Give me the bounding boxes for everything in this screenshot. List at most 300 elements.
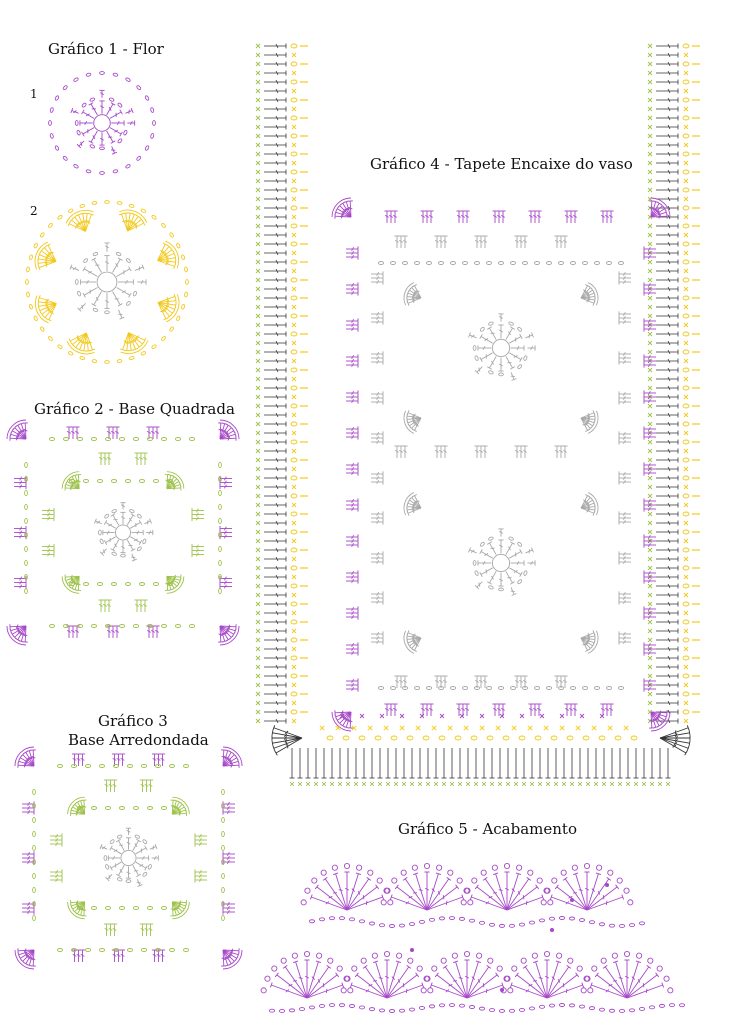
- double-crochet: [487, 571, 496, 584]
- chain-stitch: [176, 243, 181, 249]
- picot: [441, 958, 446, 963]
- chain-stitch: [86, 169, 91, 173]
- single-crochet: [292, 143, 296, 147]
- double-crochet: [42, 512, 54, 517]
- chain-stitch: [679, 1004, 684, 1007]
- double-crochet: [514, 446, 519, 458]
- double-crochet: [71, 108, 79, 113]
- chain-stitch: [683, 152, 689, 156]
- single-crochet: [256, 566, 260, 570]
- double-crochet: [619, 511, 631, 516]
- double-crochet: [371, 475, 383, 480]
- double-crochet: [498, 540, 503, 553]
- picot: [477, 953, 482, 958]
- double-crochet: [346, 574, 358, 579]
- chart-1-row-2-label: 2: [30, 204, 38, 218]
- chain-stitch: [117, 138, 122, 143]
- chain-stitch: [147, 438, 152, 441]
- double-crochet: [346, 290, 358, 295]
- double-crochet: [108, 780, 113, 792]
- double-crochet: [110, 427, 115, 439]
- double-crochet: [346, 650, 358, 655]
- double-crochet: [152, 950, 157, 962]
- double-crochet: [158, 243, 168, 260]
- chain-stitch: [153, 583, 158, 586]
- single-crochet: [256, 251, 260, 255]
- single-crochet: [648, 530, 652, 534]
- double-crochet: [346, 642, 358, 647]
- single-crochet: [648, 521, 652, 525]
- double-crochet: [50, 869, 62, 874]
- double-crochet: [475, 582, 482, 589]
- chain-stitch: [50, 133, 54, 138]
- double-crochet: [76, 950, 81, 962]
- chart-3-title-line1: Gráfico 3: [98, 712, 168, 730]
- double-crochet: [22, 809, 34, 814]
- double-crochet: [371, 391, 383, 396]
- picot: [624, 888, 629, 893]
- picot: [544, 951, 549, 956]
- double-crochet: [192, 512, 204, 517]
- single-crochet: [658, 782, 662, 786]
- chain-stitch: [150, 107, 154, 112]
- chain-stitch: [219, 588, 222, 593]
- chain-stitch: [76, 130, 80, 136]
- double-crochet: [644, 650, 656, 655]
- chain-stitch: [117, 877, 123, 881]
- double-crochet: [608, 704, 613, 716]
- chain-stitch: [92, 359, 97, 363]
- double-crochet: [346, 606, 358, 611]
- chain-stitch: [100, 172, 105, 175]
- chain-stitch: [219, 504, 222, 509]
- single-crochet: [560, 726, 564, 730]
- single-crochet: [256, 62, 260, 66]
- chain-stitch: [93, 252, 99, 256]
- chain-stitch: [343, 736, 349, 740]
- single-crochet: [256, 440, 260, 444]
- double-crochet: [619, 359, 631, 364]
- double-crochet: [104, 520, 115, 528]
- double-crochet: [138, 453, 143, 465]
- double-crochet: [387, 973, 419, 998]
- double-crochet: [346, 466, 358, 471]
- double-crochet: [558, 236, 563, 248]
- picot: [568, 958, 573, 963]
- chain-stitch: [291, 386, 297, 390]
- chart-2-square-base: [12, 425, 234, 640]
- chain-stitch: [123, 130, 127, 136]
- chain-stitch: [559, 917, 564, 920]
- chain-stitch: [639, 1007, 644, 1010]
- picot: [492, 865, 497, 870]
- chain-stitch: [569, 1004, 574, 1007]
- chain-stitch: [55, 145, 60, 151]
- double-crochet: [518, 446, 523, 458]
- double-crochet: [480, 353, 493, 362]
- chart-4-title: Gráfico 4 - Tapete Encaixe do vaso: [370, 155, 633, 173]
- chain-stitch: [105, 864, 109, 870]
- double-crochet: [554, 236, 559, 248]
- double-crochet: [355, 973, 387, 998]
- single-crochet: [648, 584, 652, 588]
- double-crochet: [346, 506, 358, 511]
- double-crochet: [604, 704, 609, 716]
- single-crochet: [592, 726, 596, 730]
- chain-stitch: [119, 625, 124, 628]
- single-crochet: [292, 377, 296, 381]
- double-crochet: [137, 879, 143, 886]
- single-crochet: [648, 665, 652, 669]
- chain-stitch: [219, 490, 222, 495]
- chain-stitch: [479, 921, 484, 924]
- chain-stitch: [629, 1009, 634, 1012]
- chain-stitch: [57, 765, 62, 768]
- single-crochet: [256, 521, 260, 525]
- chain-stitch: [319, 918, 324, 921]
- double-crochet: [50, 833, 62, 838]
- chain-stitch: [488, 321, 494, 325]
- double-crochet: [487, 327, 496, 340]
- single-crochet: [292, 287, 296, 291]
- chain-stitch: [389, 1009, 394, 1012]
- picot: [637, 953, 642, 958]
- single-crochet: [684, 467, 688, 471]
- chain-stitch: [91, 438, 96, 441]
- single-crochet: [648, 53, 652, 57]
- chain-stitch: [129, 509, 135, 513]
- chain-stitch: [25, 462, 28, 467]
- single-crochet: [256, 647, 260, 651]
- double-crochet: [14, 580, 26, 585]
- double-crochet: [120, 512, 125, 524]
- chain-stitch: [91, 807, 96, 810]
- chain-stitch: [57, 215, 63, 220]
- single-crochet: [442, 782, 446, 786]
- double-crochet: [619, 391, 631, 396]
- double-crochet: [80, 120, 93, 125]
- double-crochet: [384, 211, 389, 223]
- picot: [464, 951, 469, 956]
- single-crochet: [256, 323, 260, 327]
- double-crochet: [76, 754, 81, 766]
- chain-stitch: [222, 789, 225, 794]
- chain-stitch: [291, 566, 297, 570]
- picot: [317, 953, 322, 958]
- double-crochet: [117, 267, 132, 277]
- single-crochet: [292, 719, 296, 723]
- single-crochet: [648, 548, 652, 552]
- single-crochet: [648, 440, 652, 444]
- picot: [348, 988, 353, 993]
- chain-stitch: [291, 710, 297, 714]
- single-crochet: [648, 386, 652, 390]
- chain-stitch: [117, 201, 122, 205]
- chain-stitch: [459, 1004, 464, 1007]
- single-crochet: [684, 377, 688, 381]
- double-crochet: [106, 874, 113, 881]
- picot: [341, 988, 346, 993]
- double-crochet: [346, 614, 358, 619]
- chain-stitch: [291, 422, 297, 426]
- double-crochet: [644, 614, 656, 619]
- chart-3-rounded-base: [20, 752, 237, 964]
- chain-stitch: [291, 602, 297, 606]
- chain-stitch: [488, 585, 494, 589]
- double-crochet: [137, 279, 146, 284]
- double-crochet: [619, 551, 631, 556]
- chain-stitch: [369, 1008, 374, 1011]
- chain-stitch: [409, 1008, 414, 1011]
- double-crochet: [395, 885, 427, 910]
- single-crochet: [256, 350, 260, 354]
- double-crochet: [398, 446, 403, 458]
- chain-stitch: [399, 1009, 404, 1012]
- double-crochet: [424, 704, 429, 716]
- single-crochet: [292, 683, 296, 687]
- chain-stitch: [683, 386, 689, 390]
- chain-stitch: [479, 1007, 484, 1010]
- chain-stitch: [683, 458, 689, 462]
- picot: [372, 953, 377, 958]
- picot: [261, 988, 266, 993]
- chain-stitch: [133, 907, 138, 910]
- chain-stitch: [534, 262, 539, 265]
- single-crochet: [480, 726, 484, 730]
- double-crochet: [111, 514, 119, 525]
- single-crochet: [298, 782, 302, 786]
- double-crochet: [402, 446, 407, 458]
- single-crochet: [648, 188, 652, 192]
- chain-stitch: [486, 262, 491, 265]
- single-crochet: [522, 782, 526, 786]
- double-crochet: [371, 351, 383, 356]
- single-crochet: [440, 714, 444, 718]
- chain-stitch: [683, 44, 689, 48]
- double-crochet: [346, 430, 358, 435]
- chain-stitch: [40, 326, 45, 332]
- double-crochet: [482, 446, 487, 458]
- chain-stitch: [391, 736, 397, 740]
- chain-stitch: [529, 1007, 534, 1010]
- chain-stitch: [137, 546, 142, 551]
- chain-stitch: [683, 404, 689, 408]
- picot: [368, 870, 373, 875]
- chain-stitch: [100, 147, 105, 150]
- single-crochet: [648, 593, 652, 597]
- double-crochet: [346, 282, 358, 287]
- double-crochet: [480, 334, 493, 343]
- single-crochet: [648, 170, 652, 174]
- chain-stitch: [683, 692, 689, 696]
- double-crochet: [644, 430, 656, 435]
- single-crochet: [256, 278, 260, 282]
- single-crochet: [256, 332, 260, 336]
- chain-stitch: [462, 262, 467, 265]
- double-crochet: [568, 211, 573, 223]
- chain-stitch: [25, 518, 28, 523]
- double-crochet: [532, 704, 537, 716]
- double-crochet: [528, 211, 533, 223]
- chain-stitch: [683, 530, 689, 534]
- picot: [384, 951, 389, 956]
- picot: [408, 958, 413, 963]
- chain-stitch: [136, 156, 141, 161]
- chain-stitch: [683, 98, 689, 102]
- chain-stitch: [136, 85, 141, 90]
- chain-stitch: [649, 1006, 654, 1009]
- picot: [344, 863, 349, 868]
- single-crochet: [256, 215, 260, 219]
- chain-stitch: [291, 530, 297, 534]
- double-crochet: [394, 446, 399, 458]
- chain-stitch: [329, 917, 334, 920]
- chain-stitch: [83, 583, 88, 586]
- double-crochet: [346, 318, 358, 323]
- double-crochet: [103, 530, 115, 535]
- chain-stitch: [85, 765, 90, 768]
- single-crochet: [256, 467, 260, 471]
- chain-stitch: [291, 692, 297, 696]
- double-crochet: [562, 446, 567, 458]
- double-crochet: [480, 549, 493, 558]
- single-crochet: [684, 197, 688, 201]
- single-crochet: [648, 692, 652, 696]
- single-crochet: [400, 714, 404, 718]
- chart-1-flower-row2: [22, 198, 192, 366]
- chain-stitch: [127, 765, 132, 768]
- double-crochet: [112, 924, 117, 936]
- double-crochet: [619, 435, 631, 440]
- single-crochet: [618, 782, 622, 786]
- chain-stitch: [589, 1007, 594, 1010]
- single-crochet: [256, 629, 260, 633]
- chain-stitch: [161, 336, 166, 341]
- double-crochet: [89, 131, 98, 143]
- double-crochet: [515, 973, 547, 998]
- double-crochet: [22, 905, 34, 910]
- double-crochet: [478, 236, 483, 248]
- double-crochet: [192, 548, 204, 553]
- chain-stitch: [683, 566, 689, 570]
- slip-stitch: [410, 948, 414, 952]
- double-crochet: [371, 471, 383, 476]
- double-crochet: [195, 833, 207, 838]
- single-crochet: [256, 602, 260, 606]
- double-crochet: [371, 519, 383, 524]
- double-crochet: [120, 541, 125, 553]
- double-crochet: [619, 279, 631, 284]
- single-crochet: [256, 422, 260, 426]
- double-crochet: [111, 540, 119, 551]
- single-crochet: [292, 467, 296, 471]
- single-crochet: [648, 629, 652, 633]
- double-crochet: [346, 538, 358, 543]
- single-crochet: [292, 593, 296, 597]
- double-crochet: [111, 120, 124, 125]
- double-crochet: [371, 399, 383, 404]
- picot: [617, 878, 622, 883]
- picot: [592, 966, 597, 971]
- double-crochet: [587, 885, 619, 910]
- chart-2-title: Gráfico 2 - Base Quadrada: [34, 400, 235, 418]
- chain-stitch: [161, 223, 166, 228]
- single-crochet: [346, 782, 350, 786]
- double-crochet: [460, 211, 465, 223]
- double-crochet: [443, 965, 467, 998]
- single-crochet: [256, 116, 260, 120]
- double-crochet: [644, 390, 656, 395]
- chain-stitch: [142, 839, 147, 844]
- double-crochet: [220, 484, 232, 489]
- single-crochet: [684, 665, 688, 669]
- double-crochet: [384, 704, 389, 716]
- double-crochet: [478, 676, 483, 688]
- chain-stitch: [175, 438, 180, 441]
- double-crochet: [660, 725, 689, 738]
- double-crochet: [346, 358, 358, 363]
- chain-stitch: [33, 873, 36, 878]
- chain-stitch: [176, 316, 181, 322]
- single-crochet: [292, 71, 296, 75]
- double-crochet: [220, 480, 232, 485]
- double-crochet: [120, 754, 125, 766]
- chain-stitch: [119, 907, 124, 910]
- single-crochet: [514, 782, 518, 786]
- single-crochet: [380, 714, 384, 718]
- double-crochet: [80, 950, 85, 962]
- single-crochet: [538, 782, 542, 786]
- double-crochet: [371, 599, 383, 604]
- picot: [421, 988, 426, 993]
- single-crochet: [256, 359, 260, 363]
- single-crochet: [256, 395, 260, 399]
- double-crochet: [371, 431, 383, 436]
- double-crochet: [619, 311, 631, 316]
- chain-stitch: [519, 736, 525, 740]
- picot: [561, 870, 566, 875]
- double-crochet: [475, 367, 482, 374]
- double-crochet: [644, 434, 656, 439]
- chain-stitch: [73, 164, 79, 169]
- chain-stitch: [683, 260, 689, 264]
- single-crochet: [256, 341, 260, 345]
- single-crochet: [528, 726, 532, 730]
- double-crochet: [644, 502, 656, 507]
- chain-stitch: [33, 243, 38, 249]
- chain-stitch: [161, 807, 166, 810]
- chain-stitch: [569, 917, 574, 920]
- double-crochet: [223, 905, 235, 910]
- chain-stitch: [105, 807, 110, 810]
- chain-stitch: [33, 789, 36, 794]
- chain-stitch: [63, 85, 68, 90]
- chain-stitch: [449, 1004, 454, 1007]
- double-crochet: [509, 549, 522, 558]
- double-crochet: [160, 754, 165, 766]
- chain-stitch: [523, 570, 527, 576]
- chain-stitch: [309, 1006, 314, 1009]
- chain-stitch: [139, 480, 144, 483]
- double-crochet: [363, 965, 387, 998]
- double-crochet: [108, 855, 120, 860]
- double-crochet: [346, 394, 358, 399]
- chain-stitch: [289, 1009, 294, 1012]
- picot: [361, 958, 366, 963]
- chain-stitch: [469, 919, 474, 922]
- double-crochet: [619, 519, 631, 524]
- slip-stitch: [605, 883, 609, 887]
